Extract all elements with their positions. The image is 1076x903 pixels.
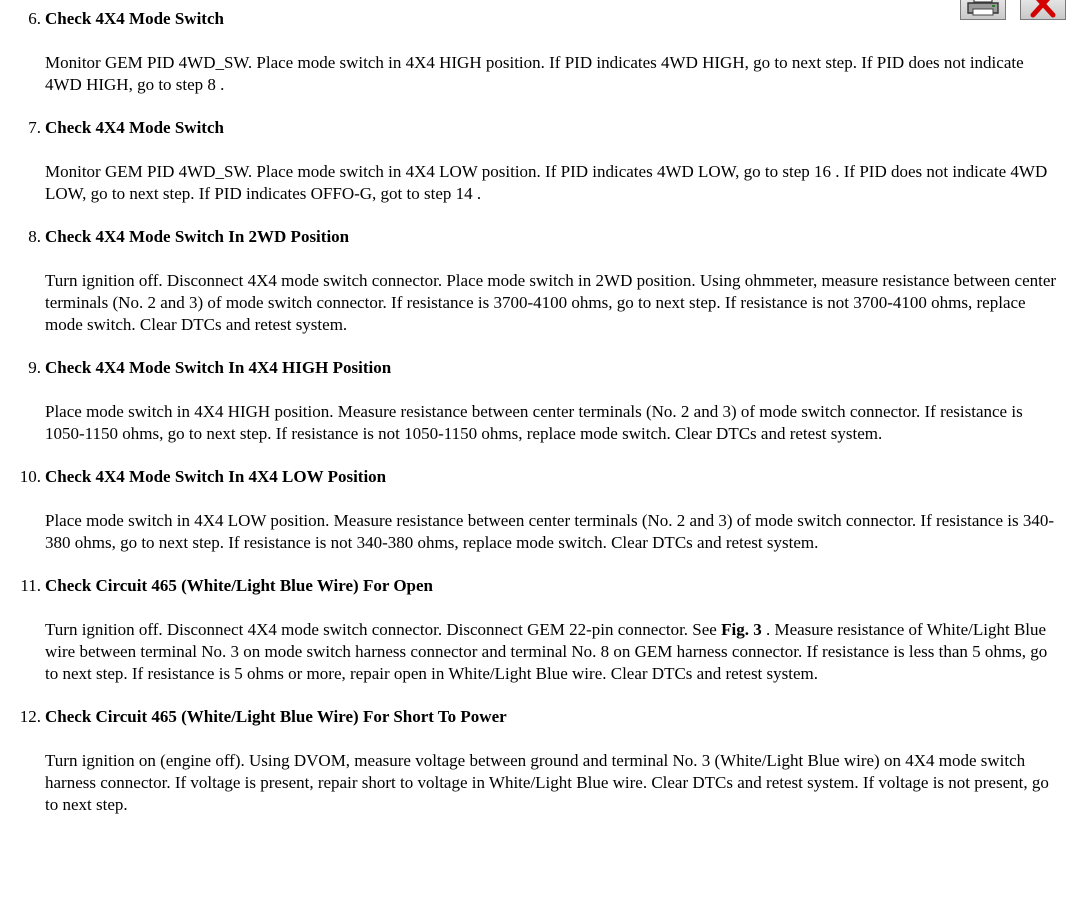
- steps-list: [0, 8, 1076, 816]
- step-body: Place mode switch in 4X4 HIGH position. Measure resistance between center terminals (No. 2 and 3) of mode switch connector. If resistance is 1050-1150 ohms, go to next step. If resistance is not 1050-1150 ohms, replace mode switch. Clear DTCs and retest system.: [45, 402, 1023, 443]
- step-title: Check 4X4 Mode Switch: [45, 9, 224, 28]
- step-number: 8.: [28, 227, 41, 246]
- step-7: [0, 117, 1076, 205]
- step-title: Check 4X4 Mode Switch: [45, 118, 224, 137]
- step-body-text: . Measure resistance of White/Light Blue wire between terminal No. 3 on mode switch harness connector and terminal No. 8 on GEM harness connector. If resistance is less than 5 ohms, go to next step. If resistance is 5 ohms or more, repair open in White/Light Blue wire. Clear DTCs and retest system.: [45, 620, 1048, 683]
- step-title: Check 4X4 Mode Switch In 4X4 LOW Position: [45, 467, 387, 486]
- step-number: 10.: [19, 467, 41, 486]
- step-header: [0, 226, 1076, 248]
- step-body: Monitor GEM PID 4WD_SW. Place mode switch in 4X4 LOW position. If PID indicates 4WD LOW, go to step 16 . If PID does not indicate 4WD LOW, go to next step. If PID indicates OFFO-G, got to step 14 .: [45, 162, 1048, 203]
- step-6: [0, 8, 1076, 96]
- step-9: [0, 357, 1076, 445]
- step-body: Turn ignition off. Disconnect 4X4 mode switch connector. Place mode switch in 2WD position. Using ohmmeter, measure resistance between center terminals (No. 2 and 3) of mode switch connector. If resistance is 3700-4100 ohms, go to next step. If resistance is not 3700-4100 ohms, replace mode switch. Clear DTCs and retest system.: [45, 271, 1057, 334]
- step-header: [0, 8, 1076, 30]
- step-body: Place mode switch in 4X4 LOW position. Measure resistance between center terminals (No. 2 and 3) of mode switch connector. If resistance is 340-380 ohms, go to next step. If resistance is not 340-380 ohms, replace mode switch. Clear DTCs and retest system.: [45, 511, 1055, 552]
- step-number: 7.: [28, 118, 41, 137]
- step-title: Check Circuit 465 (White/Light Blue Wire) For Open: [45, 576, 434, 595]
- step-body: Monitor GEM PID 4WD_SW. Place mode switch in 4X4 HIGH position. If PID indicates 4WD HIGH, go to next step. If PID does not indicate 4WD HIGH, go to step 8 .: [45, 53, 1024, 94]
- step-title: Check 4X4 Mode Switch In 4X4 HIGH Position: [45, 358, 392, 377]
- step-header: [0, 706, 1076, 728]
- step-header: [0, 357, 1076, 379]
- step-11: [0, 575, 1076, 685]
- step-header: [0, 466, 1076, 488]
- step-number: 11.: [20, 576, 41, 595]
- step-number: 6.: [28, 9, 41, 28]
- step-10: [0, 466, 1076, 554]
- step-header: [0, 117, 1076, 139]
- step-12: [0, 706, 1076, 816]
- step-body-text: Turn ignition off. Disconnect 4X4 mode switch connector. Disconnect GEM 22-pin connector. See: [45, 620, 722, 639]
- step-body: [45, 619, 1064, 685]
- step-number: 9.: [28, 358, 41, 377]
- step-number: 12.: [19, 707, 41, 726]
- step-8: [0, 226, 1076, 336]
- step-title: Check Circuit 465 (White/Light Blue Wire) For Short To Power: [45, 707, 507, 726]
- figure-reference-link[interactable]: Fig. 3: [721, 620, 762, 639]
- step-body: Turn ignition on (engine off). Using DVOM, measure voltage between ground and terminal No. 3 (White/Light Blue wire) on 4X4 mode switch harness connector. If voltage is present, repair short to voltage in White/Light Blue wire. Clear DTCs and retest system. If voltage is not present, go to next step.: [45, 751, 1049, 814]
- step-header: [0, 575, 1076, 597]
- step-title: Check 4X4 Mode Switch In 2WD Position: [45, 227, 350, 246]
